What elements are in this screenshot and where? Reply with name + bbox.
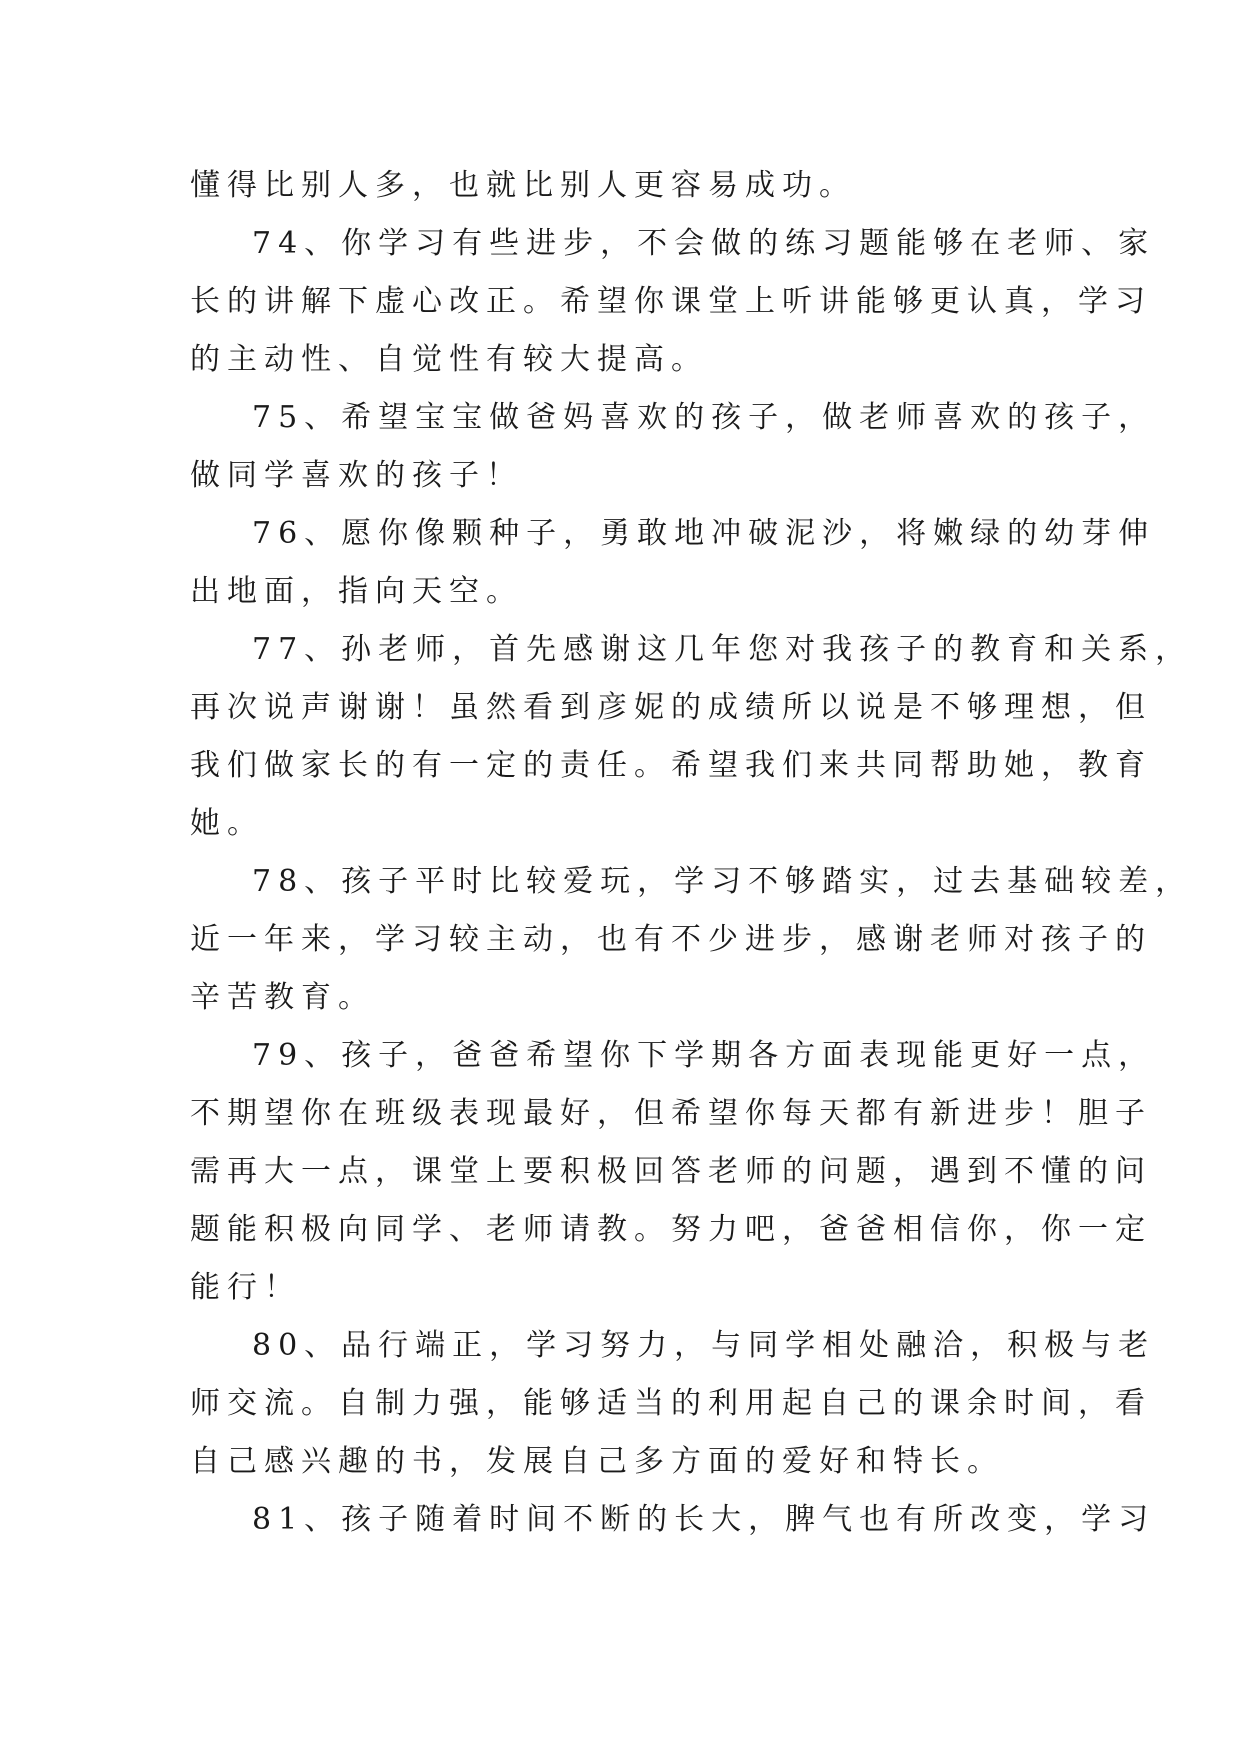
text-line: 懂得比别人多，也就比别人更容易成功。 <box>190 168 856 203</box>
text-line: 74、你学习有些进步，不会做的练习题能够在老师、家 <box>252 226 1156 261</box>
text-line: 81、孩子随着时间不断的长大，脾气也有所改变，学习 <box>252 1502 1156 1537</box>
text-line: 能行！ <box>190 1270 301 1305</box>
text-line: 的主动性、自觉性有较大提高。 <box>190 342 708 377</box>
text-line: 出地面，指向天空。 <box>190 574 523 609</box>
text-line: 79、孩子，爸爸希望你下学期各方面表现能更好一点， <box>252 1038 1156 1073</box>
text-line: 近一年来，学习较主动，也有不少进步，感谢老师对孩子的 <box>190 922 1152 957</box>
document-body <box>190 157 1193 1549</box>
text-line: 76、愿你像颗种子，勇敢地冲破泥沙，将嫩绿的幼芽伸 <box>252 516 1156 551</box>
text-line: 自己感兴趣的书，发展自己多方面的爱好和特长。 <box>190 1444 1004 1479</box>
text-line: 我们做家长的有一定的责任。希望我们来共同帮助她，教育 <box>190 748 1152 783</box>
text-line: 需再大一点，课堂上要积极回答老师的问题，遇到不懂的问 <box>190 1154 1152 1189</box>
text-line: 师交流。自制力强，能够适当的利用起自己的课余时间，看 <box>190 1386 1152 1421</box>
text-line: 80、品行端正，学习努力，与同学相处融洽，积极与老 <box>252 1328 1156 1363</box>
text-line: 她。 <box>190 806 264 841</box>
text-line: 77、孙老师，首先感谢这几年您对我孩子的教育和关系， <box>252 632 1193 667</box>
text-line: 75、希望宝宝做爸妈喜欢的孩子，做老师喜欢的孩子， <box>252 400 1156 435</box>
text-line: 78、孩子平时比较爱玩，学习不够踏实，过去基础较差， <box>252 864 1193 899</box>
text-line: 题能积极向同学、老师请教。努力吧，爸爸相信你，你一定 <box>190 1212 1152 1247</box>
text-line: 做同学喜欢的孩子！ <box>190 458 523 493</box>
text-line: 不期望你在班级表现最好，但希望你每天都有新进步！胆子 <box>190 1096 1152 1131</box>
text-line: 辛苦教育。 <box>190 980 375 1015</box>
text-line: 再次说声谢谢！虽然看到彦妮的成绩所以说是不够理想，但 <box>190 690 1152 725</box>
text-line: 长的讲解下虚心改正。希望你课堂上听讲能够更认真，学习 <box>190 284 1152 319</box>
